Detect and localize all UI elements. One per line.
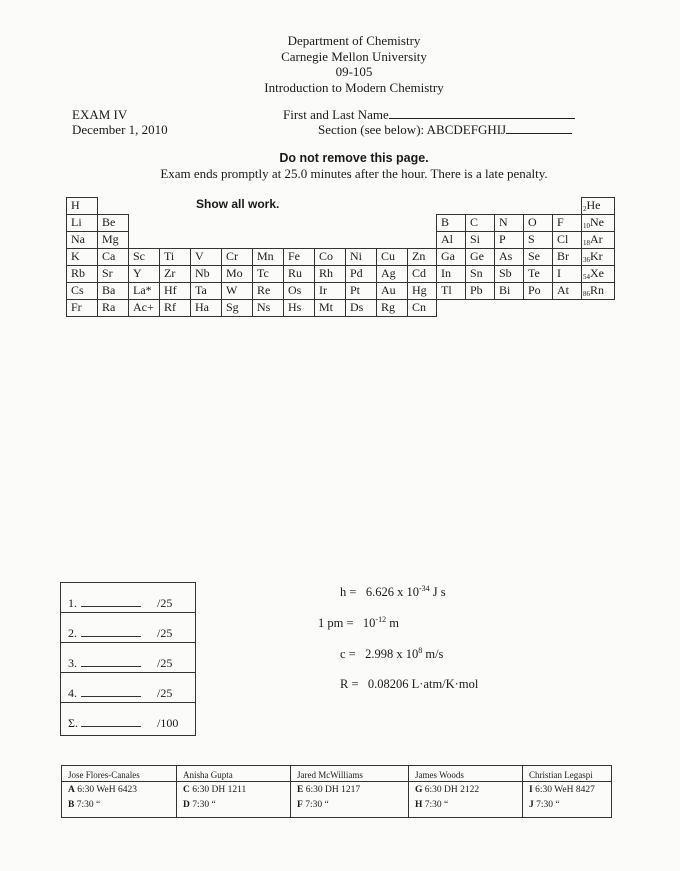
element-ir: Ir [314, 282, 346, 300]
element-ns: Ns [252, 299, 284, 317]
exam-info [72, 107, 168, 137]
exam-date: December 1, 2010 [72, 122, 168, 137]
element-mo: Mo [221, 265, 253, 283]
score-row [61, 613, 195, 643]
question-number: 3. [68, 656, 77, 670]
element-re: Re [252, 282, 284, 300]
element-c: C [465, 214, 495, 232]
section-schedule-table [61, 765, 612, 818]
question-number: 4. [68, 686, 77, 700]
max-points: /100 [157, 716, 179, 730]
element-tl: Tl [436, 282, 466, 300]
section-first: E 6:30 DH 1217 [297, 785, 361, 795]
score-row [61, 703, 195, 732]
element-ti: Ti [159, 248, 191, 266]
course-title: Introduction to Modern Chemistry [264, 79, 444, 95]
element-na: Na [66, 231, 98, 249]
element-cn: Cn [407, 299, 437, 317]
element-ba: Ba [97, 282, 129, 300]
ta-name: Christian Legaspi [529, 770, 593, 780]
element-ge: Ge [465, 248, 495, 266]
department-header [0, 33, 680, 95]
element-ag: Ag [376, 265, 408, 283]
element-te: Te [523, 265, 553, 283]
element-rf: Rf [159, 299, 191, 317]
section-first: A 6:30 WeH 6423 [68, 785, 138, 795]
score-blank[interactable] [81, 726, 141, 727]
element-k: K [66, 248, 98, 266]
score-box [60, 582, 196, 736]
element-sc: Sc [128, 248, 160, 266]
ta-column [522, 766, 612, 817]
element-fe: Fe [283, 248, 315, 266]
exam-title: EXAM IV [72, 107, 128, 122]
element-al: Al [436, 231, 466, 249]
ta-divider [291, 781, 409, 782]
element-hf: Hf [159, 282, 191, 300]
ta-column [62, 766, 176, 817]
section-first: C 6:30 DH 1211 [183, 785, 247, 795]
element-ra: Ra [97, 299, 129, 317]
element-hg: Hg [407, 282, 437, 300]
element-zr: Zr [159, 265, 191, 283]
element-h: H [66, 197, 98, 215]
score-row [61, 673, 195, 703]
element-o: O [523, 214, 553, 232]
score-row [61, 643, 195, 673]
element-nb: Nb [190, 265, 222, 283]
element-y: Y [128, 265, 160, 283]
element-in: In [436, 265, 466, 283]
score-blank[interactable] [81, 606, 141, 607]
name-field[interactable] [389, 107, 575, 119]
element-mg: Mg [97, 231, 129, 249]
score-blank[interactable] [81, 696, 141, 697]
element-ca: Ca [97, 248, 129, 266]
element-f: F [552, 214, 582, 232]
exam-notice [0, 151, 680, 181]
element-cu: Cu [376, 248, 408, 266]
element-kr: $_{36}$Kr [581, 248, 615, 266]
element-cr: Cr [221, 248, 253, 266]
speed-of-light: c = 2.998 x $10^8$ m/s [340, 646, 444, 661]
element-ds: Ds [345, 299, 377, 317]
ta-divider [409, 781, 523, 782]
element-xe: $_{54}$Xe [581, 265, 615, 283]
planck-constant: h = 6.626 x $10^{-34}$ J s [340, 584, 446, 599]
section-second: B 7:30 “ [68, 800, 101, 810]
element-os: Os [283, 282, 315, 300]
course-number: 09-105 [335, 64, 373, 79]
do-not-remove-warning: Do not remove this page. [279, 151, 429, 165]
question-number: 1. [68, 596, 77, 610]
element-ne: $_{10}$Ne [581, 214, 615, 232]
element-pb: Pb [465, 282, 495, 300]
element-mn: Mn [252, 248, 284, 266]
element-ga: Ga [436, 248, 466, 266]
score-blank[interactable] [81, 666, 141, 667]
element-pd: Pd [345, 265, 377, 283]
ta-divider [62, 781, 176, 782]
element-zn: Zn [407, 248, 437, 266]
element-se: Se [523, 248, 553, 266]
ta-column [290, 766, 409, 817]
element-ac: Ac+ [128, 299, 160, 317]
max-points: /25 [157, 596, 173, 610]
section-field[interactable] [506, 122, 572, 134]
element-cs: Cs [66, 282, 98, 300]
ta-column [176, 766, 291, 817]
ta-name: James Woods [415, 770, 464, 780]
element-as: As [494, 248, 524, 266]
element-v: V [190, 248, 222, 266]
element-w: W [221, 282, 253, 300]
timing-notice: Exam ends promptly at 25.0 minutes after the hour. There is a late penalty. [160, 166, 548, 181]
element-b: B [436, 214, 466, 232]
element-li: Li [66, 214, 98, 232]
university-name: Carnegie Mellon University [281, 48, 427, 64]
ta-divider [177, 781, 291, 782]
element-be: Be [97, 214, 129, 232]
show-work-instruction: Show all work. [196, 197, 280, 211]
element-br: Br [552, 248, 582, 266]
department-title: Department of Chemistry [287, 33, 421, 48]
section-second: F 7:30 “ [297, 800, 329, 810]
section-second: J 7:30 “ [529, 800, 560, 810]
element-sn: Sn [465, 265, 495, 283]
element-la: La* [128, 282, 160, 300]
score-blank[interactable] [81, 636, 141, 637]
element-rn: $_{86}$Rn [581, 282, 615, 300]
section-first: I 6:30 WeH 8427 [529, 785, 595, 795]
element-po: Po [523, 282, 553, 300]
element-sb: Sb [494, 265, 524, 283]
section-label: Section (see below): ABCDEFGHIJ [318, 122, 507, 137]
element-tc: Tc [252, 265, 284, 283]
element-rh: Rh [314, 265, 346, 283]
element-si: Si [465, 231, 495, 249]
element-sg: Sg [221, 299, 253, 317]
element-rb: Rb [66, 265, 98, 283]
element-cd: Cd [407, 265, 437, 283]
name-label: First and Last Name [283, 107, 389, 122]
ta-name: Jared McWilliams [297, 770, 363, 780]
max-points: /25 [157, 686, 173, 700]
element-p: P [494, 231, 524, 249]
element-mt: Mt [314, 299, 346, 317]
ta-name: Anisha Gupta [183, 770, 233, 780]
student-info [283, 107, 575, 137]
element-rg: Rg [376, 299, 408, 317]
gas-constant: R = 0.08206 L·atm/K·mol [340, 677, 479, 691]
element-sr: Sr [97, 265, 129, 283]
element-ar: $_{18}$Ar [581, 231, 615, 249]
ta-column [408, 766, 523, 817]
element-co: Co [314, 248, 346, 266]
section-first: G 6:30 DH 2122 [415, 785, 480, 795]
max-points: /25 [157, 626, 173, 640]
element-ni: Ni [345, 248, 377, 266]
element-ha: Ha [190, 299, 222, 317]
element-cl: Cl [552, 231, 582, 249]
question-number: 2. [68, 626, 77, 640]
section-second: H 7:30 “ [415, 800, 449, 810]
element-i: I [552, 265, 582, 283]
question-number: Σ. [68, 716, 78, 730]
score-row [61, 583, 195, 613]
ta-divider [523, 781, 612, 782]
element-fr: Fr [66, 299, 98, 317]
element-ta: Ta [190, 282, 222, 300]
section-second: D 7:30 “ [183, 800, 216, 810]
element-ru: Ru [283, 265, 315, 283]
element-hs: Hs [283, 299, 315, 317]
max-points: /25 [157, 656, 173, 670]
ta-name: Jose Flores-Canales [68, 770, 140, 780]
element-he: $_2$He [581, 197, 615, 215]
element-s: S [523, 231, 553, 249]
element-n: N [494, 214, 524, 232]
element-bi: Bi [494, 282, 524, 300]
element-at: At [552, 282, 582, 300]
picometer-conversion: 1 pm = $10^{-12}$ m [318, 615, 399, 630]
element-pt: Pt [345, 282, 377, 300]
element-au: Au [376, 282, 408, 300]
